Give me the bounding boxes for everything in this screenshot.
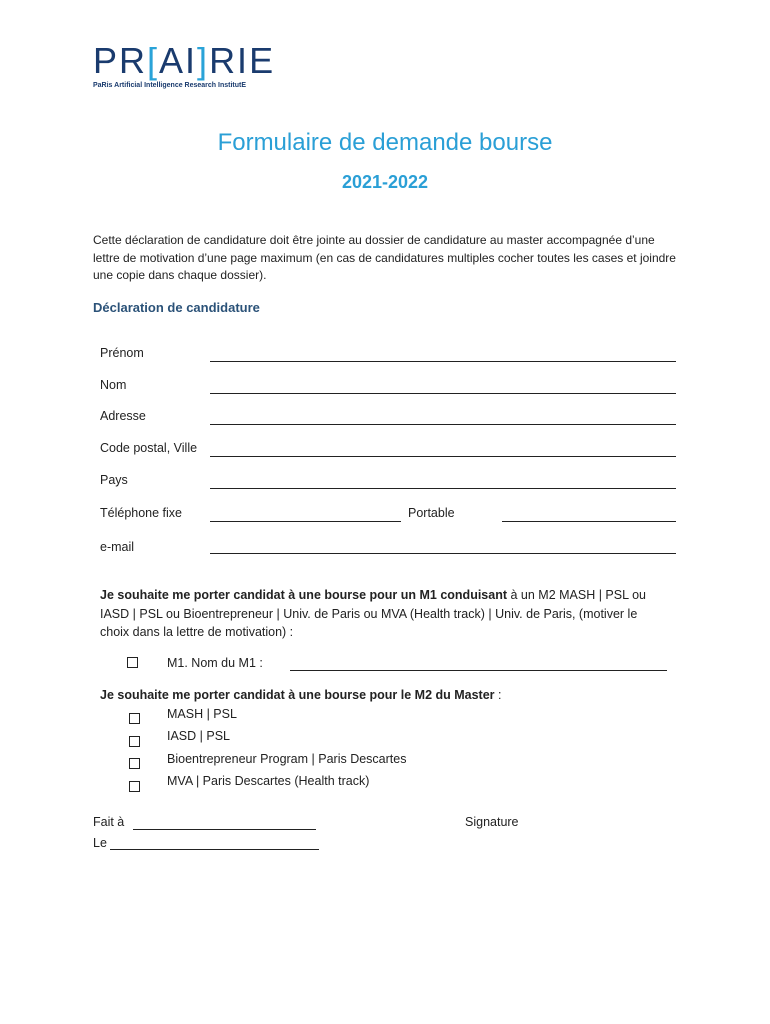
m1-paragraph — [100, 586, 660, 642]
page-title: Formulaire de demande bourse — [217, 129, 553, 156]
m2-option-iasd: IASD | PSL — [167, 729, 230, 743]
date-field[interactable] — [110, 849, 319, 850]
prenom-field[interactable] — [210, 361, 676, 362]
logo-text-post: RIE — [209, 40, 276, 81]
section-title: Déclaration de candidature — [93, 300, 260, 315]
logo-bracket-close: ] — [197, 40, 210, 81]
m2-option-mash: MASH | PSL — [167, 707, 237, 721]
m2-heading-rest: : — [494, 688, 502, 702]
field-label-telephone: Téléphone fixe — [100, 506, 183, 520]
adresse-field[interactable] — [210, 424, 676, 425]
fait-label: Fait à — [93, 815, 125, 829]
m2-checkbox-iasd[interactable] — [129, 736, 140, 747]
m1-option-label: M1. Nom du M1 : — [167, 656, 263, 670]
field-label-adresse: Adresse — [100, 409, 146, 423]
page-year: 2021-2022 — [341, 172, 429, 192]
m2-checkbox-mva[interactable] — [129, 781, 140, 792]
email-field[interactable] — [210, 553, 676, 554]
logo-text-mid: AI — [159, 40, 198, 81]
m2-heading — [100, 688, 501, 702]
signature-label: Signature — [465, 815, 519, 829]
logo-text-pre: PR — [93, 40, 148, 81]
date-label: Le — [93, 836, 107, 850]
pays-field[interactable] — [210, 488, 676, 489]
fait-field[interactable] — [133, 829, 316, 830]
m2-option-bioentrepreneur: Bioentrepreneur Program | Paris Descartes — [167, 752, 407, 766]
telephone-field[interactable] — [210, 521, 401, 522]
m2-checkbox-bioentrepreneur[interactable] — [129, 758, 140, 769]
field-label-code-postal: Code postal, Ville — [100, 441, 198, 455]
field-label-email: e-mail — [100, 540, 135, 554]
m2-option-mva: MVA | Paris Descartes (Health track) — [167, 774, 370, 788]
logo-subtitle: PaRis Artificial Intelligence Research InstitutE — [93, 82, 247, 89]
logo — [93, 40, 275, 82]
code-postal-field[interactable] — [210, 456, 676, 457]
logo-bracket-open: [ — [147, 40, 160, 81]
m1-checkbox[interactable] — [127, 657, 138, 668]
nom-field[interactable] — [210, 393, 676, 394]
field-label-nom: Nom — [100, 378, 127, 392]
portable-field[interactable] — [502, 521, 676, 522]
m2-heading-bold: Je souhaite me porter candidat à une bourse pour le M2 du Master — [100, 688, 495, 702]
m1-heading: Je souhaite me porter candidat à une bourse pour un M1 conduisant — [100, 588, 508, 602]
intro-paragraph: Cette déclaration de candidature doit être jointe au dossier de candidature au master accompagnée d’une lettre de motivation d’une page maximum (en cas de candidatures multiples cocher toutes les cases et joindre une copie dans chaque dossier). — [93, 233, 676, 282]
m2-checkbox-mash[interactable] — [129, 713, 140, 724]
field-label-portable: Portable — [408, 506, 455, 520]
field-label-prenom: Prénom — [100, 346, 144, 360]
field-label-pays: Pays — [100, 473, 128, 487]
m1-description: à un M2 MASH | PSL ou IASD | PSL ou Bioentrepreneur | Univ. de Paris ou MVA (Health track) | Univ. de Paris, (motiver le choix dans la lettre de motivation) : — [100, 588, 646, 639]
m1-name-field[interactable] — [290, 670, 667, 671]
